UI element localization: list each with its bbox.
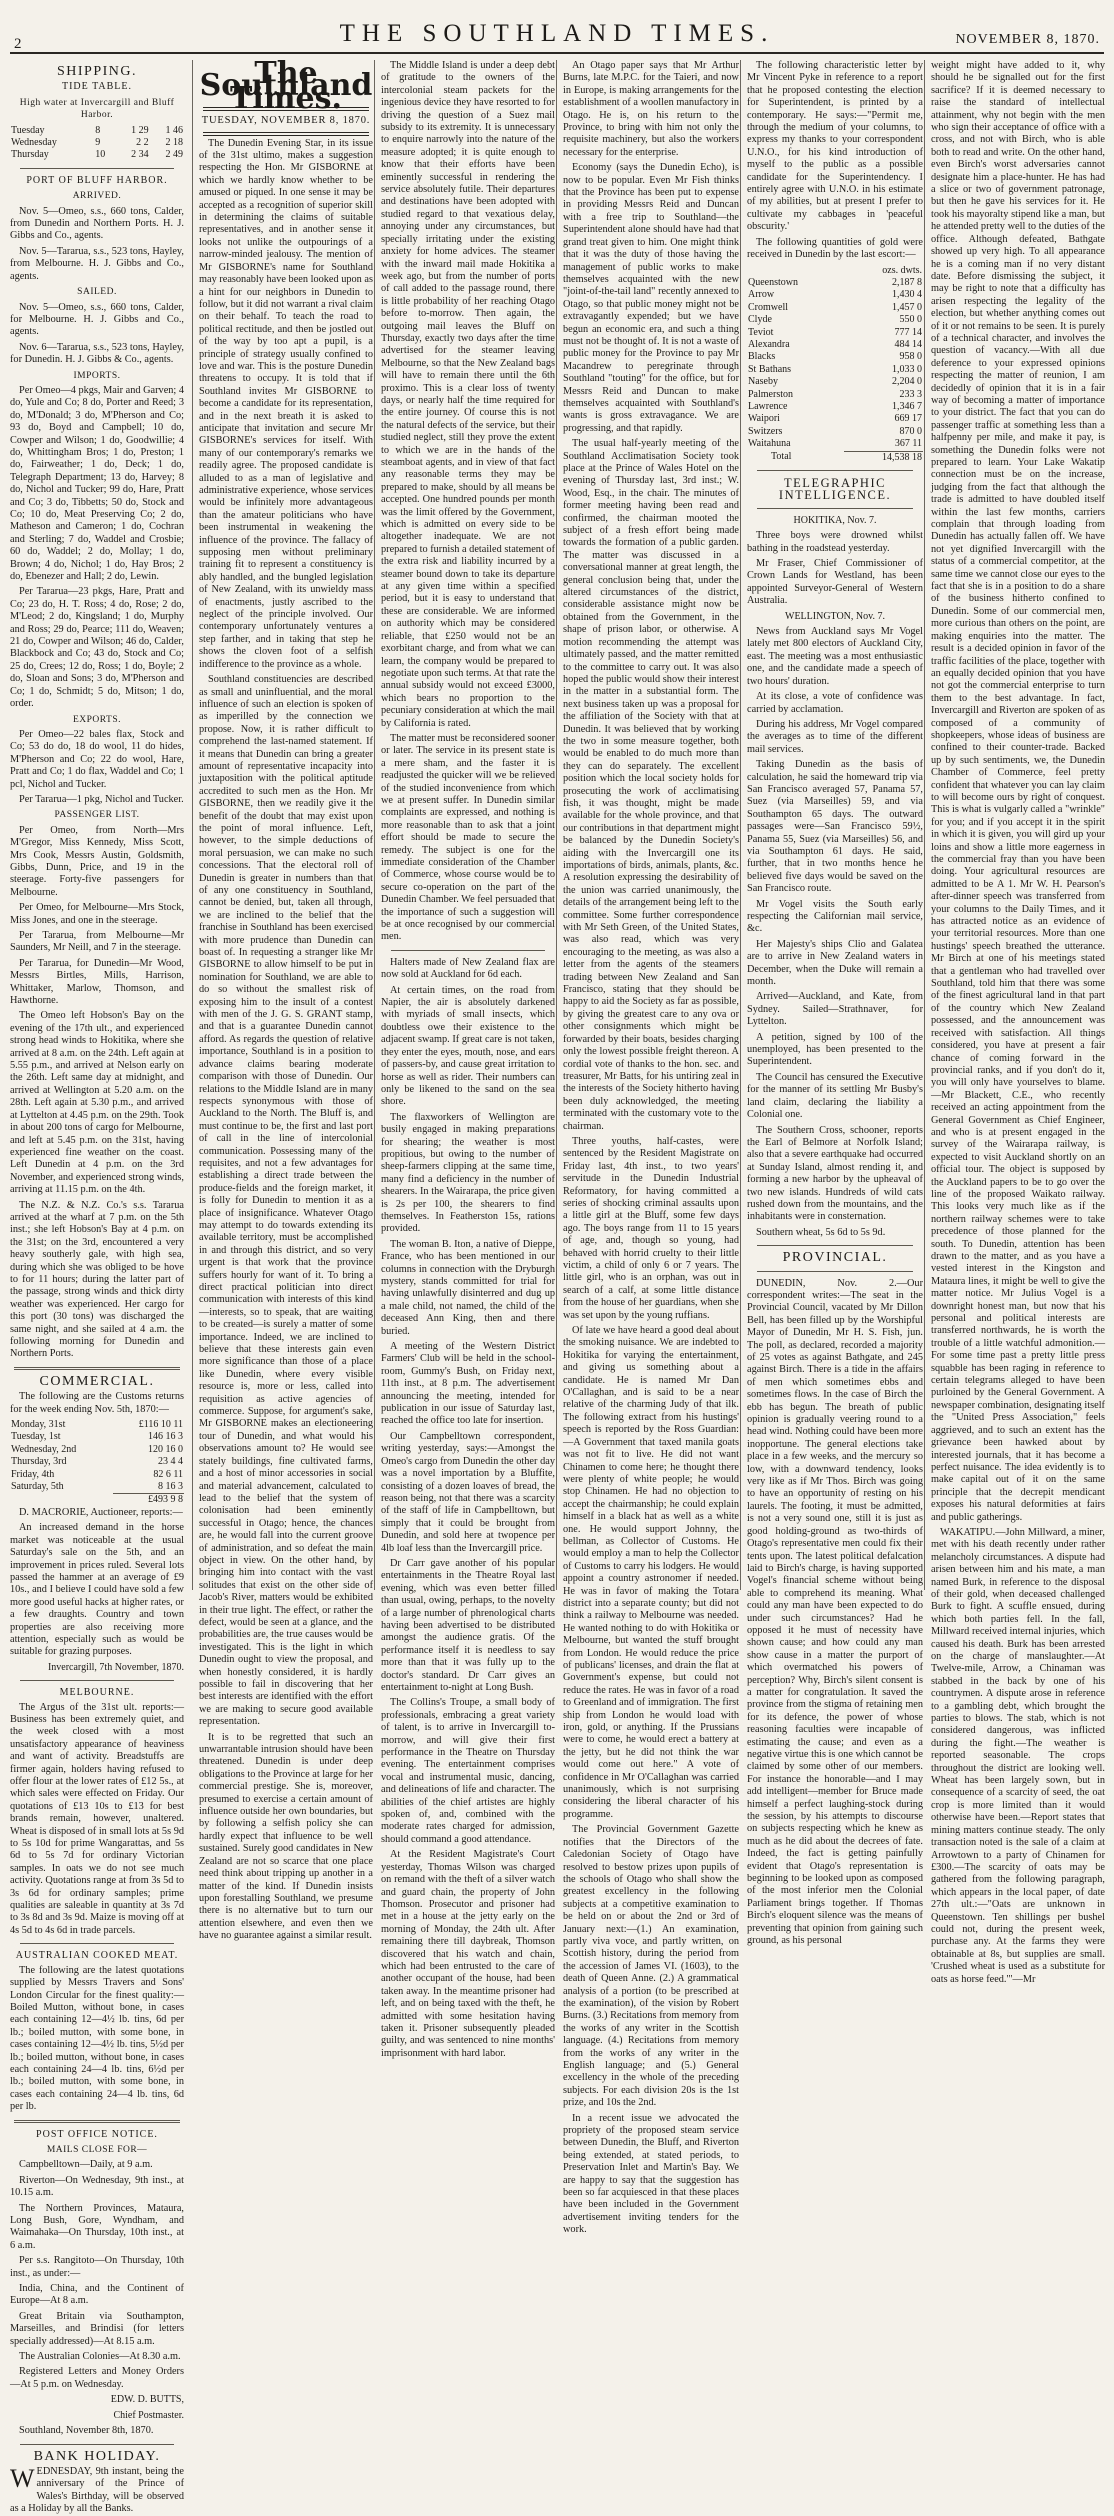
bank-holiday-notice: EDNESDAY, 9th instant, being the anniversary of the Prince of Wales's Birthday, will be observed as a Holiday by all the Banks. — [10, 2465, 184, 2515]
news-item: An Otago paper says that Mr Arthur Burns, late M.P.C. for the Taieri, and now in Europe, is making arrangements for the establishment of a woollen manufactory in Otago. He is, on his return to the Province, to bring with him not only the requisite machinery, but also the workers necessary for the enterprise. — [563, 60, 739, 158]
sailed-item: Nov. 6—Tararua, s.s., 523 tons, Hayley, for Dunedin. H. J. Gibbs & Co., agents. — [10, 341, 184, 366]
news-item: At certain times, on the road from Napier, the air is absolutely darkened with myriads of small insects, which doubtless owe their existence to the adjacent swamp. If great care is not taken, they enter the eyes, mouth, nose, and ears of passers-by, and cause great irritation to horse as well as rider. Their numbers can only be likened to the sand on the sea shore. — [381, 984, 555, 1108]
table-row: Queenstown 2,187 8 — [748, 276, 922, 288]
arrived-item: Nov. 5—Tararua, s.s., 523 tons, Hayley, from Melbourne. H. J. Gibbs and Co., agents. — [10, 245, 184, 282]
telegram-item: Her Majesty's ships Clio and Galatea are to arrive in New Zealand waters in December, when the Duke will remain a month. — [747, 938, 923, 988]
mail-item: The Australian Colonies—At 8.30 a.m. — [19, 2351, 181, 2363]
macrorie-report-intro: D. MACRORIE, Auctioneer, reports:— — [19, 1506, 183, 1518]
editorial-paragraph: Southland constituencies are described as small and uninfluential, and the moral influence of such an election is spoken of as imperilled by the connection we propose. Now, it is rather difficult to comprehend the last-named statement. If it means that Dunedin can bring a greater amount of representative incapacity into juxtaposition with the political aptitude accredited to such men as the Hon. Mr GISBORNE, then we readily give it the benefit of the doubt that may exist upon the point of moral influence. Left, however, to the simple deductions of moral persuasion, we can make no such concessions. That the electoral roll of Dunedin is greater in numbers than that of any one constituency in Southland, cannot be denied, but, taken all through, we are inclined to the belief that the franchise in Southland has been exercised with more prudence than Dunedin can boast of. In requesting a stranger like Mr GISBORNE to allow himself to be put in nomination for Southland, we are able to do so without the smallest risk of exposing him to the insult of a contest with men of the J. G. S. GRANT stamp, and that is a guarantee Dunedin cannot afford. As regards the question of relative importance, Southland is in a position to advance claims bearing moderate comparison with those of Dunedin. Our relations to the Middle Island are in many respects synonymous with those of Auckland to the North. The Bluff is, and must continue to be, the first and last port of call in the line of intercolonial communication. Possessing many of the requisites, and not a few advantages for establishing a direct trade between the produce-fields and the foreign market, it is folly for Dunedin to mention it as a place of insignificance. Whatever Otago may attempt to do towards extending its available territory, must be accomplished in and through this district, and so very urgent is that work that the province suffers hourly for want of it. To bring a direct practical politician into direct communication with interests of this kind—interests, so to speak, that are waiting to be created—is surely a matter of some importance. Indeed, we are inclined to believe that these interests gain even more significance than those of a place like Dunedin, where every visible resource is, more or less, called into requisition as active agencies of commerce. Suppose, for argument's sake, Mr GISBORNE makes an electioneering tour of Dunedin, and what would his observations amount to? He would see stately buildings, fine cultivated farms, and a host of minor accessories in social and material advancement, calculated to lead to the belief that the system of colonisation had been eminently successful in Otago; hence, the chances are, he would fall into the current groove of administration, and so defeat the main object in view. On the other hand, by bringing him into contact with the vast solitudes that exist on the other side of Jacob's River, matters would be exhibited in their true light. The effect, or rather the defect, would be seen at a glance, and the probabilities are, the true causes would be investigated. This is the light in which Dunedin ought to view the proposal, and when honestly considered, it is hardly possible to fail in discovering that her best interests are identified with the effort we are making to secure good available representation. — [199, 674, 373, 1728]
divider — [14, 1367, 180, 1370]
news-item: A meeting of the Western District Farmers' Club will be held in the school-room, Gummy's Bush, on Friday next, 11th inst., at 8 p.m. The advertisement announcing the meeting, intended for publication in our issue of Saturday last, reached the office too late for insertion. — [381, 1341, 555, 1427]
table-header: ozs. dwts. — [882, 264, 922, 276]
news-item: The Provincial Government Gazette notifies that the Directors of the Caledonian Society of Otago have resolved to bestow prizes upon pupils of the schools of Otago who shall show the greatest excellency in the following subjects at a competitive examination to be held on or about the 2nd or 3rd of January next:—(1.) An examination, partly viva voce, and partly written, on Scottish history, during the period from the accession of James VI. (1603), to the death of Queen Anne. (2.) A grammatical analysis of a portion (to be prescribed at the examination), of the vision by Robert Burns. (3.) Recitations from memory from the works of any writer in the Scottish language. (4.) Recitations from memory from the works of any writer in the English language; and (5.) General excellency in the whole of the preceding subjects. For each division 20s is the 1st prize, and 10s the 2nd. — [563, 1824, 739, 2109]
customs-table — [10, 1419, 184, 1507]
passenger-item: Per Tararua, from Melbourne—Mr Saunders, Mr Neill, and 7 in the steerage. — [10, 930, 184, 954]
bank-holiday-heading: BANK HOLIDAY. — [33, 2448, 161, 2464]
passenger-item: Per Omeo, from North—Mrs M'Gregor, Miss Kennedy, Miss Scott, Mrs Cook, Messrs Austin, Goldsmith, Gibbs, Dunn, Price, and 19 in the steerage. Forty-five passengers for Melbourne. — [10, 824, 184, 898]
letter-item: The following characteristic letter by Mr Vincent Pyke in reference to a report that he proposed contesting the election for Superintendent, is printed by a contemporary. He says:—"Permit me, through the medium of your columns, to express my thanks to your correspondent U.N.O., for his kind introduction of myself to the public as a possible candidate for the Superintendency. I entirely agree with U.N.O. in his estimate of my abilities, but at present I prefer to cultivate my cabbages in 'peaceful obscurity.' — [747, 60, 923, 233]
commercial-heading: COMMERCIAL. — [39, 1373, 155, 1389]
telegram-item: Taking Dunedin as the basis of calculation, he said the homeward trip via San Francisco averaged 57, Panama 57, Suez (via Marseilles) 59, and via Southampton 65 days. The outward passages were—San Francisco 59½, Panama 55, Suez (via Marseilles) 56, and via Southampton 61 days. He said, further, that in two months hence he believed five days would be saved on the San Francisco route. — [747, 759, 923, 895]
divider — [20, 168, 174, 169]
imports-item: Per Omeo—4 pkgs, Mair and Garven; 4 do, Yule and Co; 8 do, Porter and Reed; 3 do, M'Donald; 3 do, M'Pherson and Co; 93 do, Boyd and Campbell; 10 do, Cowper and Wilson; 1 do, Goodwillie; 4 do, Whittingham Bros; 1 do, Preston; 1 do, Fairweather; 1 do, Deck; 1 do, Telegraph Department; 13 do, Harvey; 8 do, Nichol and Tucker; 99 do, Hare, Pratt and Co; 3 do, Tibbetts; 50 do, Stock and Co; 10 do, Meat Preserving Co; 2 do, Matheson and Cameron; 1 do, Cochran and Sterling; 7 do, Waddel and Crosbie; 60 do, Waddel; 2 do, Mollay; 1 do, Brown; 4 do, Nichol; 1 do, Hay Bros; 2 do, Ebenezer and Hall; 2 do, Lewin. — [10, 384, 185, 583]
table-row: Thursday, 3rd 23 4 4 — [11, 1456, 183, 1468]
telegram-item: Arrived—Auckland, and Kate, from Sydney. Sailed—Strathnaver, for Lyttelton. — [747, 991, 923, 1028]
news-item: The woman B. Iton, a native of Dieppe, France, who has been mentioned in our columns in connection with the Dryburgh mystery, stands committed for trial for having unlawfully disinterred and dug up a male child, not named, the child of the deceased Ann King, then and there buried. — [381, 1238, 555, 1337]
shipping-heading: SHIPPING. — [56, 64, 137, 79]
imports-item: Per Tararua—23 pkgs, Hare, Pratt and Co; 23 do, H. T. Ross; 4 do, Rose; 2 do, M'Leod; 2 do, Kingsland; 1 do, Murphy and Ross; 29 do, Pearce; 111 do, Weaven; 21 do, Cowper and Wilson; 46 do, Calder, Blackbock and Co; 43 do, Stock and Co; 25 do, Crees; 12 do, Ross; 1 do, Boyle; 2 do, Sloan and Sons; 3 do, M'Pherson and Co; 1 do, Schmidt; 5 do, Mitson; 1 do, order. — [10, 586, 184, 710]
divider — [391, 950, 545, 951]
masthead: The Southland Times. — [199, 56, 373, 116]
column-4 — [556, 60, 739, 2236]
issue-date: NOVEMBER 8, 1870. — [955, 32, 1100, 47]
gold-intro: The following quantities of gold were received in Dunedin by the last escort:— — [747, 236, 923, 261]
news-item: Economy (says the Dunedin Echo), is now to be popular. Even Mr Fish thinks that the Province has been put to expense in providing Messrs Reid and Duncan with a free trip to Southland—the Superintendent alone should have had that grand treat given to him. One might think that it was the duty of those having the management of public works to make themselves acquainted with the new "joint-of-the-tail land" recently annexed to Otago, so that public money might not be extravagantly expended; but we have begun an economic era, and such a thing must not be thought of. It is not a waste of public money for the Province to pay Mr Macandrew to peregrinate through Southland "touting" for the office, but for Messrs Reid and Duncan to make themselves acquainted with Southland's wants is gross extravagance. We are progressing, and that rapidly. — [563, 162, 739, 434]
telegraphic-heading: TELEGRAPHIC INTELLIGENCE. — [778, 476, 892, 503]
tide-table-heading: TIDE TABLE. — [61, 81, 132, 93]
telegram-item: During his address, Mr Vogel compared the averages as to time of the different mail services. — [747, 718, 923, 755]
provincial-item: DUNEDIN, Nov. 2.—Our correspondent writes:—The seat in the Provincial Council, vacated by Mr Dillon Bell, has been filled up by the Worshipful Mayor of Dunedin, Mr H. S. Fish, jun. The poll, as declared, recorded a majority of 25 votes as against Bathgate, and 245 against Birch. There is a tide in the affairs of men which sometimes ebbs and sometimes flows. In the case of Birch the ebb has begun. The breath of public opinion is gradually veering round to a head wind. Nothing could have been more inopportune. The general elections take place in a few weeks, and the mercury so low, with a downward tendency, looks very like as if Mr Thos. Birch was going to have an opportunity of resting on his laurels. The footing, it must be admitted, is not a very sound one, still it is just as good holding-ground as two-thirds of Otago's representative men could fix their tents upon. The latest political defalcation laid to Birch's charge, is having supported Vogel's financial scheme without being able to comprehend its meaning. What could any man have been expected to do under such circumstances? Had he opposed it he must of necessity have shown cause; and how could any man show cause in a matter the purport of which overmatched his powers of perception? Why, Birch's silent consent is a matter for congratulation. It saved the province from the stigma of retaining men for its defence, the power of whose reasoning faculties were incapable of estimating the cause; and even as a negative virtue this is one which cannot be claimed by some other of our members. For instance the honorable—and I may add intelligent—member for Bruce made himself a perfect laughing-stock during the session, by his attempts to discourse on subjects respecting which he knew as much as he did about the decrees of fate. Indeed, the fact is getting painfully evident that Otago's representation is beginning to be looked upon as composed of the most inferior men the Colonial Parliament brings together. If Thomas Birch's eloquent silence was the means of preventing that opinion from gaining such ground, as his personal — [747, 1277, 923, 1947]
table-row: Lawrence 1,346 7 — [748, 400, 922, 412]
arrived-heading: ARRIVED. — [72, 191, 122, 202]
divider — [757, 1245, 913, 1246]
tide-table — [10, 125, 184, 162]
mail-item: Great Britain via Southampton, Marseilles, and Brindisi (for letters specially addressed)—At 8.15 a.m. — [10, 2310, 184, 2347]
column-2 — [192, 56, 373, 1942]
mail-item: India, China, and the Continent of Europe—At 8 a.m. — [10, 2283, 184, 2307]
table-row: Palmerston 233 3 — [748, 388, 922, 400]
macrorie-signature: Invercargill, 7th November, 1870. — [47, 1661, 184, 1673]
table-row: Clyde 550 0 — [748, 314, 922, 326]
telegram-item: A petition, signed by 100 of the unemployed, has been presented to the Superintendent. — [747, 1031, 923, 1068]
running-header — [0, 6, 1114, 52]
customs-total: £493 9 8 — [113, 1494, 184, 1507]
editorial-paragraph: The Dunedin Evening Star, in its issue of the 31st ultimo, makes a suggestion respecting the Hon. Mr GISBORNE at which we hardly know whether to be amused or piqued. In one sense it may be accepted as a recognition of superior skill in determining the claims of suitable representatives, and in another sense it looks not unlike the outpourings of a narrow-minded jealousy. The mention of Mr GISBORNE's name for Southland may reasonably have been looked upon as a hint for our neighbors in Dunedin to follow, but it did not warrant a rival claim on their behalf. To teach the road to political rectitude, and then be jostled out of the way by too apt a pupil, is a principle of strategy usually confined to love and war. This is the posture Dunedin threatens to occupy. It is told that if Southland invites Mr GISBORNE to become a candidate for its representation, and in the next breath it is asked to anticipate that invitation and secure Mr GISBORNE's services for itself. With many of our contemporary's remarks we readily agree. The proposed candidate is alluded to as a man of legislative and administrative experience, whose services would be infinitely more advantageous than the amateur politicians who have been instrumental in weakening the influence of the province. The fallacy of supposing men without preliminary training fit to represent a constituency is ably handled, and the bungled legislation of New Zealand, with its unwieldy mass of enactments, justly ascribed to the neglect of the principle involved. Our contemporary unfortunately ventures a step farther, and in taking that step he shows the cloven foot of a selfish indifference to the province as a whole. — [199, 137, 373, 670]
article-paragraph: The Middle Island is under a deep debt of gratitude to the owners of the intercolonial steam packets for the ingenious device they have resorted to for driving the question of a Suez mail subsidy to its extremity. It is unnecessary to enquire narrowly into the nature of the measure adopted; it is quite enough to know that their efforts have been eminently successful in rendering the service absolutely futile. Their departures and destinations have been adopted with studied regard to that vexatious delay, annoying under any circumstances, but specially irritating under the existing anxiety for home advices. The steamer with the inward mail made Hokitika a week ago, but from the number of ports of call added to the passage round, there is little probability of her reaching Otago before to-morrow. Then again, the outgoing mail leaves the Bluff on Thursday, exactly two days after the time advertised for the steamer leaving Melbourne, so that the New Zealand bags will have to remain there until the 6th proximo. This is a clear loss of twenty days, or nearly half the time required for the entire journey. Of course this is not the natural defects of the service, but their studied neglect, still they prove the extent to which we are in the hands of the steamboat agents, and in view of that fact any reasonable terms they may be prepared to make, should by all means be accepted. One hundred pounds per month was the limit offered by the Government, which is admitted on every side to be altogether inadequate. We are not prepared to furnish a detailed statement of the extra risk and liability incurred by a steamer bound down to take its departure at any given time within a specified period, but it is easy to understand that these are considerable. We are informed on authority which may be considered reliable, that £250 would not be an exorbitant charge, and from what we can learn, the company would be prepared to negotiate upon such terms. At that rate the annual subsidy would not exceed £3000, which bears no proportion to the pecuniary consideration at which the mail by California is rated. — [381, 60, 555, 729]
shipping-news: The Omeo left Hobson's Bay on the evening of the 17th ult., and experienced strong head winds to Hokitika, where she arrived at 8 a.m. on the 24th. Left again at 5.55 p.m., and arrived at Nelson early on the 26th. Left same day at midnight, and arrived at Wellington at 5.20 a.m. on the 28th. Left again at 5.30 p.m., and arrived at Lyttelton at 4.45 p.m. on the 29th. Took in about 200 tons of cargo for Melbourne, and left at 5.45 p.m. on the 31st, having experienced fine weather on the coast. Left Dunedin at 4 p.m. on the 3rd November, and experienced strong winds, arriving at 11.15 p.m. on the 4th. — [10, 1010, 184, 1196]
table-row: Saturday, 5th 8 16 3 — [11, 1481, 183, 1493]
column-6 — [924, 60, 1105, 1985]
column-1 — [10, 60, 185, 2515]
column-3 — [374, 60, 555, 2059]
exports-item: Per Tararua—1 pkg, Nichol and Tucker. — [19, 793, 184, 805]
divider — [20, 1943, 174, 1944]
table-row: St Bathans 1,033 0 — [748, 363, 922, 375]
telegram-item: Southern wheat, 5s 6d to 5s 9d. — [756, 1226, 886, 1238]
article-paragraph: The matter must be reconsidered sooner or later. The service in its present state is a mere sham, and the faster it is readjusted the quicker will we be relieved of the studied inconvenience from which we at present suffer. In Dunedin similar complaints are expressed, and nothing is more reasonable than to ask that a joint effort should be made to secure the remedy. The subject is one for the immediate consideration of the Chamber of Commerce, whose course would be to secure co-operation on the part of the Dunedin Chamber. We feel persuaded that the importance of such a suggestion will be at once recognised by our commercial men. — [381, 732, 555, 943]
divider — [20, 1680, 174, 1681]
mail-item: Per s.s. Rangitoto—On Thursday, 10th inst., as under:— — [10, 2255, 184, 2279]
gold-total: 14,538 18 — [844, 451, 923, 464]
gold-escort-table — [747, 265, 923, 465]
mail-item: Registered Letters and Money Orders—At 5 p.m. on Wednesday. — [10, 2366, 184, 2390]
postmaster-title: Chief Postmaster. — [113, 2409, 184, 2421]
table-row: Cromwell 1,457 0 — [748, 301, 922, 313]
exports-heading: EXPORTS. — [72, 714, 122, 725]
table-row: Wednesday, 2nd 120 16 0 — [11, 1443, 183, 1455]
customs-intro: The following are the Customs returns for the week ending Nov. 5th, 1870:— — [10, 1391, 184, 1415]
telegram-item: The Southern Cross, schooner, reports the Earl of Belmore at Norfolk Island; also that a severe earthquake had occurred at Sunday Island, almost rending it, and forming a new harbor by the upheaval of two new islands. Hundreds of wild cats rushed down from the mountains, and the inhabitants were in consternation. — [747, 1124, 923, 1223]
telegram-item: Three boys were drowned whilst bathing in the roadstead yesterday. — [747, 530, 923, 554]
editorial-paragraph: It is to be regretted that such an unwarrantable intrusion should have been threatened. Dunedin is under deep obligations to the Province at large for her commercial prestige. She is, moreover, presumed to exercise a certain amount of influence outside her own boundaries, but by following a selfish policy she can hardly expect that influence to be well sustained. Surely good candidates in New Zealand are not so scarce that one place need think about tripping up another in a matter of the kind. If Dunedin insists upon forestalling Southland, we presume there is no alternative but to turn our attention elsewhere, and even then we have no guarantee against a similar result. — [199, 1731, 373, 1942]
tide-table-subheading: High water at Invercargill and Bluff Harbor. — [19, 97, 175, 121]
table-row: Alexandra 484 14 — [748, 338, 922, 350]
news-item: The usual half-yearly meeting of the Southland Acclimatisation Society took place at the Prince of Wales Hotel on the evening of Thursday last, 3rd inst.; W. Wood, Esq., in the chair. The minutes of former meeting having been read and confirmed, the chairman mooted the subject of a fresh effort being made towards the formation of a public garden. The matter was discussed in a conversational manner at great length, the general conclusion being that, under the altered circumstances of the district, considerable assistance might now be obtained from the Government, in the shape of prison labor, or otherwise. A motion recommending the attempt was ultimately passed, and the matter remitted to the committee to carry out. It was also hoped the public would show their interest in the matter in a substantial form. The next business taken up was a proposal for the affiliation of the Society with that at Dunedin. It was believed that by working the two in some measure together, both would be enabled to do much more than they can do separately. The excellent position which the local society holds for prosecuting the work of acclimatising fish, it was thought, might be made available for the whole province, and that our contributions in that department might be balanced by the Dunedin Society's aiding with the Invercargill one its importations of birds, animals, plants, &c. A resolution expressing the desirability of the union was carried unanimously, the details of the arrangement being left to the committee. Some further correspondence with Mr Seth Green, of the United States, was also read, which was very encouraging to the meeting, as was also a letter from the agents of the steamers trading between New Zealand and San Francisco, stating that they should be happy to aid the Society as far as possible, by giving the greatest care to any ova or other consignments which might be forwarded by their boats, besides charging only the lowest possible freight thereon. A cordial vote of thanks to the hon. sec. and treasurer, Mr Batts, for his untiring zeal in the interests of the Society hitherto having been duly acknowledged, the meeting terminated with the customary vote to the chairman. — [563, 438, 739, 1132]
news-item: Halters made of New Zealand flax are now sold at Auckland for 6d each. — [381, 956, 555, 981]
telegram-item: Mr Vogel visits the South early respecting the Californian mail service, &c. — [747, 898, 923, 935]
columns — [10, 56, 1105, 2515]
mail-item: The Northern Provinces, Mataura, Long Bush, Gore, Wyndham, and Waimahaka—On Thursday, 10th inst., at 6 a.m. — [10, 2202, 184, 2251]
mails-close-heading: MAILS CLOSE FOR— — [46, 2144, 148, 2155]
news-item: At the Resident Magistrate's Court yesterday, Thomas Wilson was charged on remand with the theft of a silver watch and guard chain, the property of John Thomson. Prosecutor and prisoner had met in a house at the jetty early on the morning of Monday, the 24th ult. After remaining there till daybreak, Thomson discovered that his watch and chain, which had been entrusted to the care of another occupant of the house, had been taken away. In the meantime prisoner had left, and on being taxed with the theft, he admitted with some hesitation having taken it. Prisoner subsequently pleaded guilty, and was sentenced to nine months' imprisonment with hard labor. — [381, 1849, 555, 2059]
passenger-item: Per Tararua, for Dunedin—Mr Wood, Messrs Birtles, Mills, Harrison, Whittaker, Marlow, Thomson, and Hawthorne. — [10, 957, 184, 1007]
news-item: The Collins's Troupe, a small body of professionals, embracing a great variety of talent, is to arrive in Invercargill to-morrow, and will give their first performance in the Theatre on Thursday evening. The entertainment comprises vocal and instrumental music, dancing, and delineations of life and character. The abilities of the chief artistes are highly spoken of, and, combined with the moderate rates charged for admission, should command a good attendance. — [381, 1697, 555, 1845]
column-5 — [740, 60, 923, 1947]
header-rule — [10, 52, 1104, 54]
news-item: In a recent issue we advocated the propriety of the proposed steam service between Dunedin, the Bluff, and Riverton being extended, at stated periods, to Preservation Inlet and Martin's Bay. We are happy to say that the suggestion has been so far acquiesced in that these places have been included in the Government advertisement inviting tenders for the work. — [563, 2112, 739, 2236]
port-heading: PORT OF BLUFF HARBOR. — [26, 174, 168, 186]
table-row: Blacks 958 0 — [748, 351, 922, 363]
provincial-heading: PROVINCIAL. — [782, 1250, 888, 1266]
mail-item: Campbelltown—Daily, at 9 a.m. — [19, 2159, 153, 2171]
table-row: Naseby 2,204 0 — [748, 376, 922, 388]
table-row: Tuesday, 1st 146 16 3 — [11, 1431, 183, 1443]
cooked-meat-heading: AUSTRALIAN COOKED MEAT. — [15, 1950, 179, 1962]
macrorie-report: An increased demand in the horse market was noticeable at the usual Saturday's sale on the 5th, and an improvement in prices ruled. Several lots passed the hammer at an average of £9 10s., and I believe I could have sold a few more good useful hacks at higher rates, or a few draughts. Country and town properties are also receiving more attention, especially such as would be suitable for grazing purposes. — [10, 1522, 184, 1658]
table-row — [747, 451, 923, 464]
table-row: Friday, 4th 82 6 11 — [11, 1468, 183, 1480]
table-row: Arrow 1,430 4 — [748, 289, 922, 301]
sailed-item: Nov. 5—Omeo, s.s., 660 tons, Calder, for Melbourne. H. J. Gibbs and Co., agents. — [10, 301, 184, 338]
newspaper-title: THE SOUTHLAND TIMES. — [339, 20, 775, 47]
post-office-heading: POST OFFICE NOTICE. — [36, 2128, 158, 2140]
divider — [757, 508, 913, 509]
gold-total-label: Total — [771, 451, 792, 463]
table-row: Switzers 870 0 — [748, 425, 922, 437]
table-row: Waitahuna 367 11 — [748, 438, 922, 450]
masthead-rule — [203, 132, 369, 136]
passenger-list-heading: PASSENGER LIST. — [54, 810, 140, 821]
melbourne-heading: MELBOURNE. — [59, 1687, 135, 1699]
dateline-hokitika: HOKITIKA, Nov. 7. — [793, 514, 877, 526]
news-item: Dr Carr gave another of his popular entertainments in the Theatre Royal last evening, which was even better filled than usual, owing, perhaps, to the novelty of a large number of phrenological charts having been advertised to be distributed amongst the audience gratis. Of the performance itself it is needless to say more than that it was fully up to the doctor's standard. Dr Carr gives an entertainment to-night at Long Bush. — [381, 1557, 555, 1693]
divider — [757, 1271, 913, 1272]
editorial-date: TUESDAY, NOVEMBER 8, 1870. — [201, 115, 371, 127]
news-item: Three youths, half-castes, were sentenced by the Resident Magistrate on Friday last, 4th inst., to two years' servitude in the Dunedin Industrial Reformatory, for having committed a series of shocking criminal assaults upon a little girl at the Bluff, some few days ago. The boys range from 11 to 15 years of age, and, though so young, had behaved with horrid cruelty to their little victim, a child of only 6 or 7 years. The little girl, who is an orphan, was out in search of a calf, at some little distance from the house of her guardians, when she was set upon by the young ruffians. — [563, 1135, 739, 1321]
provincial-item: WAKATIPU.—John Millward, a miner, met with his death recently under rather melancholy circumstances. A dispute had arisen between him and his mate, a man named Burk, in reference to the disposal of their gold, when deceased challenged Burk to fight. A scuffle ensued, during which both parties fell. In the fall, Millward received internal injuries, which caused his death. Burk has been arrested on the charge of manslaughter.—At Twelve-mile, Arrow, a Chinaman was stabbed in the back by one of his countrymen. A dispute arose in reference to a gambling debt, which brought the parties to blows. The stab, which is not considered dangerous, was inflicted during the fight.—The weather is reported seasonable. The crops throughout the district are looking well. Wheat has been largely sown, but in consequence of a scarcity of seed, the oat crop is more limited than it would otherwise have been.—Report states that mining matters continue steady. The only transaction noted is the sale of a claim at Arrowtown to a party of Chinamen for £300.—The scarcity of oats may be gathered from the following paragraph, which appears in the local paper, of date 27th ult.:—"Oats are unknown in Queenstown. Ten shillings per bushel could not, during the present week, purchase any. At the farms they were obtainable at 8s, but supplies are small. 'Crushed wheat is used as a substitute for oats as horse feed.'"—Mr — [931, 1526, 1105, 1985]
page-number: 2 — [14, 36, 22, 52]
news-item: The flaxworkers of Wellington are busily engaged in making preparations for shearing; the weather is most propitious, but owing to the number of sheep-farmers clipping at the same time, many find a deficiency in the number of shearers. In the Wairarapa, the price given is 2s per 100, the shearers to find themselves. In Featherston 15s, rations provided. — [381, 1111, 555, 1235]
news-item: Our Campbelltown correspondent, writing yesterday, says:—Amongst the Omeo's cargo from Dunedin the other day was a novel importation by a Bluffite, consisting of a dozen loaves of bread, the reason being, not that there was a scarcity of the staff of life in Campbelltown, but simply that it could be brought from Dunedin, and sold here at twopence per 4lb loaf less than the Invercargill price. — [381, 1430, 555, 1554]
cooked-meat-report: The following are the latest quotations supplied by Messrs Travers and Sons' London Circular for the finest quality:—Boiled Mutton, without bone, in cases each containing 12—4½ lb. tins, 6d per lb.; boiled mutton, with some bone, in cases containing 12—4½ lb. tins, 5½d per lb.; boiled mutton, without bone, in cases each containing 24—4 lb. tins, 6½d per lb.; boiled mutton, with some bone, in cases each containing 24—4 lb. tins, 6d per lb. — [10, 1964, 184, 2113]
telegram-item: Mr Fraser, Chief Commissioner of Crown Lands for Westland, has been appointed Surveyor-General of Western Australia. — [747, 558, 923, 607]
passenger-item: Per Omeo, for Melbourne—Mrs Stock, Miss Jones, and one in the steerage. — [10, 902, 184, 926]
telegram-item: At its close, a vote of confidence was carried by acclamation. — [747, 691, 923, 715]
drop-cap: W — [10, 2463, 35, 2493]
divider — [14, 2120, 180, 2123]
imports-heading: IMPORTS. — [73, 370, 121, 381]
table-row: Teviot 777 14 — [748, 326, 922, 338]
table-row: Tuesday 8 1 29 1 46 — [11, 124, 183, 136]
shipping-news: The N.Z. & N.Z. Co.'s s.s. Tararua arrived at the wharf at 7 p.m. on the 5th inst.; she left Hobson's Bay at 4 p.m. on the 31st; on the 3rd, encountered a very heavy southerly gale, with high sea, during which she was obliged to be hove to for 11 hours; during the latter part of the passage, strong winds and thick dirty weather was experienced. Her cargo for this port (30 tons) was discharged the same night, and she sailed at 4 a.m. the following morning for Dunedin and Northern Ports. — [10, 1199, 184, 1360]
news-item: Of late we have heard a good deal about the smoking nuisance. We are indebted to Hokitika for varying the entertainment, and giving us something about a candidate. He is named Mr Dan O'Callaghan, and is said to be a near relative of the charming Judy of that ilk. The following extract from his hustings' speech is reported by the Ross Guardian:—A Government that taxed manila goats was not fit to live. He did not want Chinamen to come here; he thought there were plenty of white people; he would stop Chinamen. He had no objection to accept the chairmanship; he could explain himself in a black hat as well as a white one. He would support Johnny, the bellman, as Collector of Customs. He would employ a man to help the Collector of Customs to carry his lodgers. He would appoint a country astronomer if needed. He was in favor of making the Totara district into a separate county; but did not think a railway to Melbourne was needed. He wanted nothing to do with Hokitika or Melbourne, but wanted the stuff brought from London. He would reduce the price of publicans' licenses, and drain the flat at Government's expense, but could not reduce the rates. He was in favor of a road to Greenland and of immigration. The first ship from London he would load with iron, gold, or anything. If the Prussians were to come, he would erect a battery at the jetty, but he did not think the war would come out here." A vote of confidence in Mr O'Callaghan was carried unanimously, which is not surprising considering the liberal character of his programme. — [563, 1325, 739, 1820]
table-row: Thursday 10 2 34 2 49 — [11, 149, 183, 161]
provincial-continuation: weight might have added to it, why should he be signalled out for the first sacrifice? If it is deemed necessary to raise the standard of intellectual attainment, why not begin with the men who sign their acceptance of office with a cross, and not with Birch, who is able both to read and write. On the other hand, even Birch's worst adversaries cannot designate him a place-hunter. He has had a slice or two of government patronage, but then he gave his services for it. He took his mayoralty stipend like a man, but he attended pretty well to the duties of the office. Although defeated, Bathgate showed up very high. To all appearance he is a coming man if no very distant date. Before dismissing the subject, it may be right to note that a difficulty has arisen respecting the legality of the election, but whether anything comes out of it or not remains to be seen. It is purely of a technical character, and involves the question of vacancy.—With all due deference to your expressed opinions respecting the matter of reunion, I am decidedly of opinion that it is in a fair way of becoming a matter of importance to your district. The fact that you can do passenger traffic at something less than a halfpenny per mile, and make it pay, is something the Dunedin folks were not prepared to learn. Your Lake Wakatip connection must be on the increase, judging from the fact that although the trade is admitted to have doubled itself within the last few months, carriers complain that through loading from Dunedin has actually fallen off. We have not yet dignified Invercargill with the status of a commercial competitor, at the same time we cannot close our eyes to the fact that she is in a position to do a share of the business hitherto confined to Dunedin. Some of our commercial men, more curious than others on the point, are making enquiries into the matter. The result is a decided opinion in favor of the traffic facilities of the place, together with an equally decided opinion that you have not got the commercial enterprise to turn them to the best advantage. In fact, Invercargill and Riverton are spoken of as composed of a community of shopkeepers, whose ideas of business are confined to their counter-trade. Backed up by such sentiments, we, the Dunedin Chamber of Commerce, feel pretty confident that whatever you can lay claim to will become ours by right of conquest. This is what is vulgarly called a "wrinkle" for you; and if you accept it in the spirit in which it is given, you will gird up your loins and show a little more eagerness in the commercial fray than you have been doing. Your agricultural resources are admitted to be A 1. Mr W. H. Pearson's after-dinner speech was transferred from your columns to the Daily Times, and it has attracted notice as an evidence of your territorial resources. More than one hustings' speech breathed the utterance. Mr Birch at one of his meetings stated that a gentleman who had travelled over Southland, told him that there was some of the finest agricultural land in that part of the country which New Zealand possessed, and the announcement was received with satisfaction. All things considered, you have at present a fair chance of coming forward in the provincial ranks, and if you don't do it, you will only have yourselves to blame.—Mr Blackett, C.E., who recently received an acting appointment from the General Government as Chief Engineer, and who is at present engaged in the survey of the Wairarapa railway, is expected to visit Auckland shortly on an official tour. The object is supposed by the Auckland papers to be to go over the line of the proposed Waikato railway. This looks very much like as if the northern railway schemes were to take precedence of those planned for the south. To Dunedin, attention has been drawn to the matter, and as you have a vested interest in the Kingston and Mataura lines, it might be well to give the matter notice. Mr Julius Vogel is a downright honest man, but now that his personal and political interests are transferred northwards, he is worth the trouble of a little watchful admonition.—For some time past a pretty little press squabble has been raging in reference to certain telegrams alleged to have been purloined by the General Government. A newspaper combination, designating itself the "United Press Association," feels aggrieved, and to such an extent has the grievance been hawked about by interested journals, that it has become a perfect nuisance. The idea evidently is to make capital out of it on the same principle that the decrepit mendicant exposes his natural deformities at fairs and public gatherings. — [931, 60, 1105, 1523]
post-office-date: Southland, November 8th, 1870. — [19, 2425, 154, 2437]
telegram-item: The Council has censured the Executive for the manner of its settling Mr Busby's land claim, declaring the liability a Colonial one. — [747, 1071, 923, 1121]
exports-item: Per Omeo—22 bales flax, Stock and Co; 53 do do, 18 do wool, 11 do hides, M'Pherson and Co; 22 do wool, Hare, Pratt and Co; 1 do flax, Waddel and Co; 1 pcl, Nichol and Tucker. — [10, 728, 184, 790]
postmaster-name: EDW. D. BUTTS, — [110, 2394, 184, 2406]
table-row: Monday, 31st £116 10 11 — [11, 1419, 183, 1431]
arrived-item: Nov. 5—Omeo, s.s., 660 tons, Calder, from Dunedin and Northern Ports. H. J. Gibbs and Co., agents. — [10, 205, 184, 242]
table-row: Wednesday 9 2 2 2 18 — [11, 137, 183, 149]
divider — [20, 2444, 174, 2445]
dateline-wellington: WELLINGTON, Nov. 7. — [785, 610, 885, 622]
melbourne-report: The Argus of the 31st ult. reports:—Business has been extremely quiet, and the week closed with a most unsatisfactory appearance of heaviness and want of activity. Breadstuffs are firmer again, holders having refused to offer flour at the lower rates of £12 5s., at which sales were effected on Friday. Our quotations of £13 10s to £13 for best brands remain, however, unaltered. Wheat is disposed of in small lots at 5s 9d to 5s 10d for prime Wangarattas, and 5s 6d to 5s 7d for ordinary Victorian samples. In oats we do not see much activity. Quotations range at from 3s 5d to 3s 6d for ordinary samples; prime qualities are saleable in quantity at 3s 7d to 3s 8d and 3s 9d. Maize is moving off at 4s 5d to 4s 6d in trade parcels. — [10, 1701, 184, 1936]
telegram-item: News from Auckland says Mr Vogel lately met 800 electors of Auckland City, east. The meeting was a most enthusiastic one, and the candidate made a speech of two hours' duration. — [747, 626, 923, 687]
mail-item: Riverton—On Wednesday, 9th inst., at 10.15 a.m. — [10, 2174, 184, 2199]
divider — [757, 470, 913, 471]
sailed-heading: SAILED. — [77, 287, 117, 298]
table-row: Waipori 669 17 — [748, 413, 922, 425]
table-row — [10, 1494, 184, 1507]
